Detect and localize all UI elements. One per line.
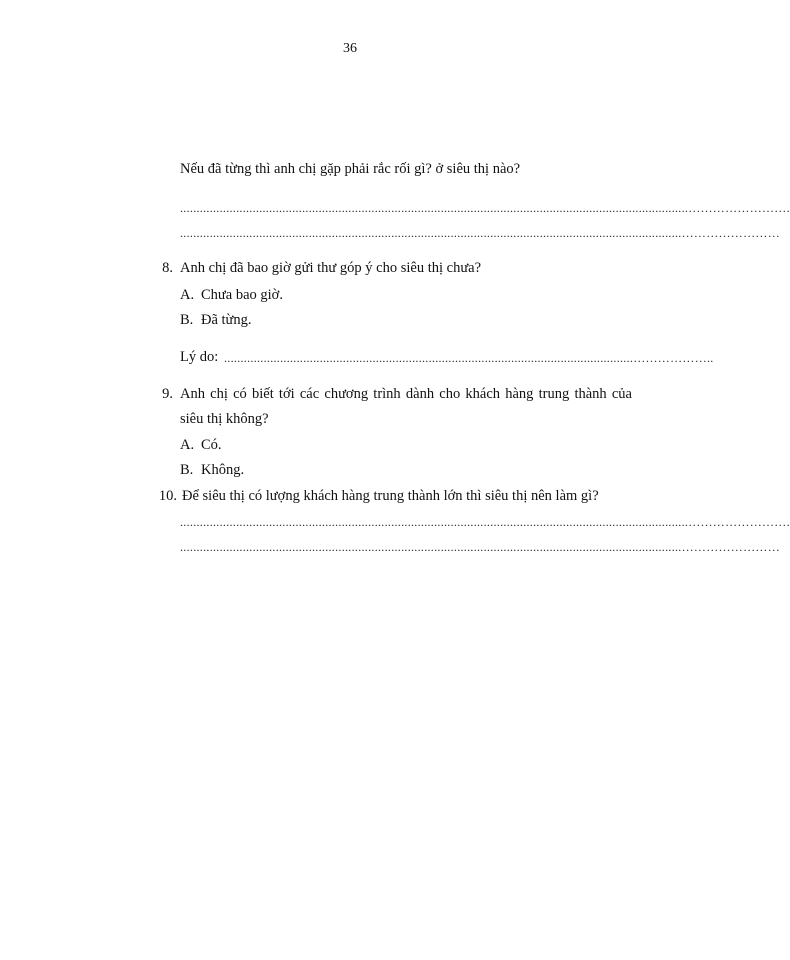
question-8-option-a-text: Chưa bao giờ. xyxy=(201,287,283,303)
question-8-text: Anh chị đã bao giờ gửi thư góp ý cho siêu thị chưa? xyxy=(180,260,482,276)
page-number: 36 xyxy=(343,41,357,56)
question-8-reason-dots: ............................................................................................................................……………….. xyxy=(224,351,714,365)
question-9-text-line-2: siêu thị không? xyxy=(180,411,269,427)
question-10-answer-line-1: ..........................................................................................................................................................……………………. xyxy=(180,515,790,529)
question-10-text: Để siêu thị có lượng khách hàng trung thành lớn thì siêu thị nên làm gì? xyxy=(182,488,599,504)
question-10-number: 10. xyxy=(158,488,177,504)
question-8-option-a-letter: A. xyxy=(180,287,195,303)
question-9-option-b-letter: B. xyxy=(180,462,194,478)
question-9-number: 9. xyxy=(162,386,173,402)
question-9-option-a-letter: A. xyxy=(180,437,195,453)
question-9-option-b-text: Không. xyxy=(201,462,245,478)
question-9-option-a-text: Có. xyxy=(201,437,222,453)
question-8-number: 8. xyxy=(162,260,173,276)
answer-line-1: ..........................................................................................................................................................……………………. xyxy=(180,201,790,215)
answer-line-2: ........................................................................................................................................................…………………… xyxy=(180,226,780,240)
question-8-reason-label: Lý do: xyxy=(180,349,219,365)
question-8-option-b-text: Đã từng. xyxy=(201,312,252,328)
question-10-answer-line-2: ........................................................................................................................................................…………………… xyxy=(180,540,780,554)
question-9-text-line-1: Anh chị có biết tới các chương trình dành cho khách hàng trung thành của xyxy=(180,386,632,402)
question-8-option-b-letter: B. xyxy=(180,312,194,328)
intro-question: Nếu đã từng thì anh chị gặp phải rắc rối gì? ở siêu thị nào? xyxy=(180,161,521,177)
